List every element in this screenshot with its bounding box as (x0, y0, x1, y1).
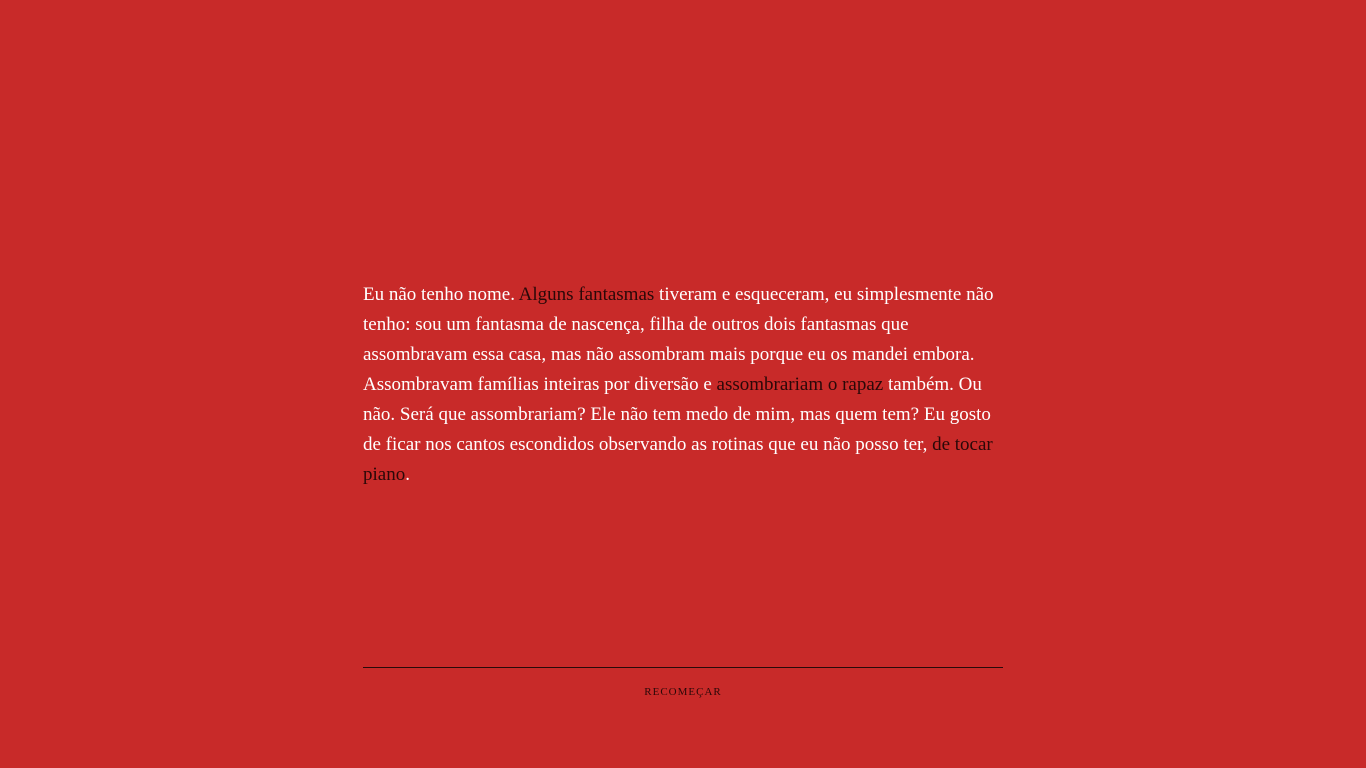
link-de-tocar-piano[interactable]: de tocar piano (363, 434, 993, 485)
passage-text: tiveram e esqueceram, eu simplesmente não tenho: sou um fantasma de nascença, filha de outros dois fantasmas que assombravam essa casa, mas não assombram mais porque eu os mandei embora. Assombravam famílias inteiras por diversão e (363, 284, 994, 395)
passage-text: também. Ou não. Será que assombrariam? Ele não tem medo de mim, mas quem tem? Eu gosto de ficar nos cantos escondidos observando as rotinas que eu não posso ter, (363, 374, 991, 455)
story-passage (363, 280, 1003, 490)
restart-button[interactable]: RECOMEÇAR (644, 686, 722, 698)
link-alguns-fantasmas[interactable]: Alguns fantasmas (518, 284, 655, 305)
link-assombrariam-o-rapaz[interactable]: assombrariam o rapaz (716, 374, 884, 395)
passage-text: . (405, 464, 410, 485)
footer (363, 667, 1003, 700)
passage-text: Eu não tenho nome. (363, 284, 519, 305)
